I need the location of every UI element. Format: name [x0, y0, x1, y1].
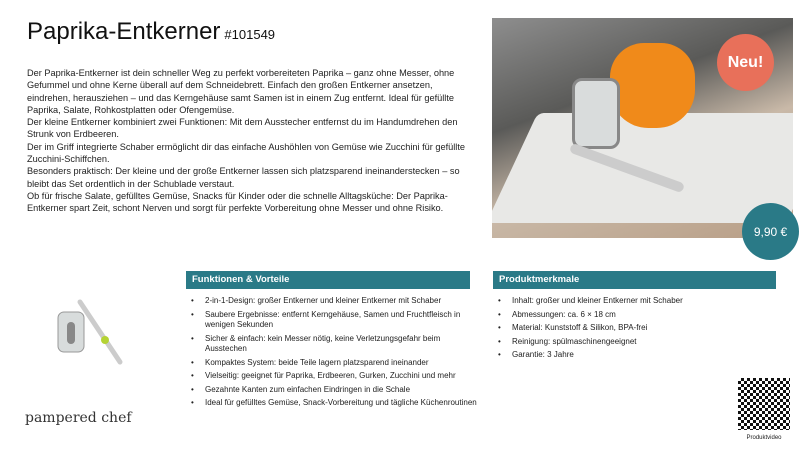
list-item: • Reinigung: spülmaschinengeeignet [493, 337, 788, 348]
product-image [40, 292, 135, 372]
desc-paragraph: Der im Griff integrierte Schaber ermöglicht dir das einfache Aushöhlen von Gemüse wie Zucchini für gefüllte Zucchini-Schiffchen. [27, 141, 465, 165]
list-item: • Gezahnte Kanten zum einfachen Eindringen in die Schale [186, 385, 481, 396]
list-item: • 2-in-1-Design: großer Entkerner und kleiner Entkerner mit Schaber [186, 296, 481, 307]
page-title [27, 18, 275, 46]
pampered-chef-logo: pampered chef [25, 410, 132, 426]
list-item: • Saubere Ergebnisse: entfernt Kerngehäuse, Samen und Fruchtfleisch in wenigen Sekunden [186, 310, 481, 331]
list-item: • Vielseitig: geeignet für Paprika, Erdbeeren, Gurken, Zucchini und mehr [186, 371, 481, 382]
features-heading: Funktionen & Vorteile [186, 271, 470, 289]
list-item: • Sicher & einfach: kein Messer nötig, keine Verletzungsgefahr beim Ausstechen [186, 334, 481, 355]
list-item: • Kompaktes System: beide Teile lagern platzsparend ineinander [186, 358, 481, 369]
specs-heading: Produktmerkmale [493, 271, 776, 289]
qr-code[interactable] [738, 378, 790, 430]
price-badge: 9,90 € [742, 203, 799, 260]
list-item: • Inhalt: großer und kleiner Entkerner mit Schaber [493, 296, 788, 307]
new-badge: Neu! [717, 34, 774, 91]
desc-paragraph: Der Paprika-Entkerner ist dein schneller Weg zu perfekt vorbereiteten Paprika – ganz ohne Messer, ohne Gefummel und ohne Kerne überall auf dem Schneidebrett. Einfach den großen Entkerner ansetzen, eindrehen, herausziehen – und das Kerngehäuse samt Samen ist in einem Zug entfernt. Ideal für gefüllte Paprika, Salate, Rohkostplatten oder Ofengemüse. [27, 68, 455, 115]
product-description [27, 67, 477, 215]
list-item: • Material: Kunststoff & Silikon, BPA-frei [493, 323, 788, 334]
specs-list [493, 296, 788, 364]
desc-paragraph: Besonders praktisch: Der kleine und der große Entkerner lassen sich platzsparend ineinanderstecken – so bleibt das Set ordentlich in der Schublade verstaut. [27, 166, 460, 189]
pepper [610, 43, 695, 128]
product-name: Paprika-Entkerner [27, 18, 221, 45]
article-number: #101549 [224, 27, 276, 42]
features-list [186, 296, 481, 412]
corer [572, 78, 620, 149]
qr-caption: Produktvideo [746, 435, 782, 441]
desc-paragraph: Der kleine Entkerner kombiniert zwei Funktionen: Mit dem Ausstecher entfernst du im Handumdrehen den Strunk von Erdbeeren. [27, 117, 458, 140]
list-item: • Garantie: 3 Jahre [493, 350, 788, 361]
list-item: • Abmessungen: ca. 6 × 18 cm [493, 310, 788, 321]
desc-paragraph: Ob für frische Salate, gefülltes Gemüse, Snacks für Kinder oder die schnelle Alltagsküche: Der Paprika-Entkerner spart Zeit, schont Nerven und sorgt für perfekte Vorbereitung ohne Messer und ohne Risiko. [27, 190, 448, 214]
list-item: • Ideal für gefülltes Gemüse, Snack-Vorbereitung und tägliche Küchenroutinen [186, 398, 481, 409]
